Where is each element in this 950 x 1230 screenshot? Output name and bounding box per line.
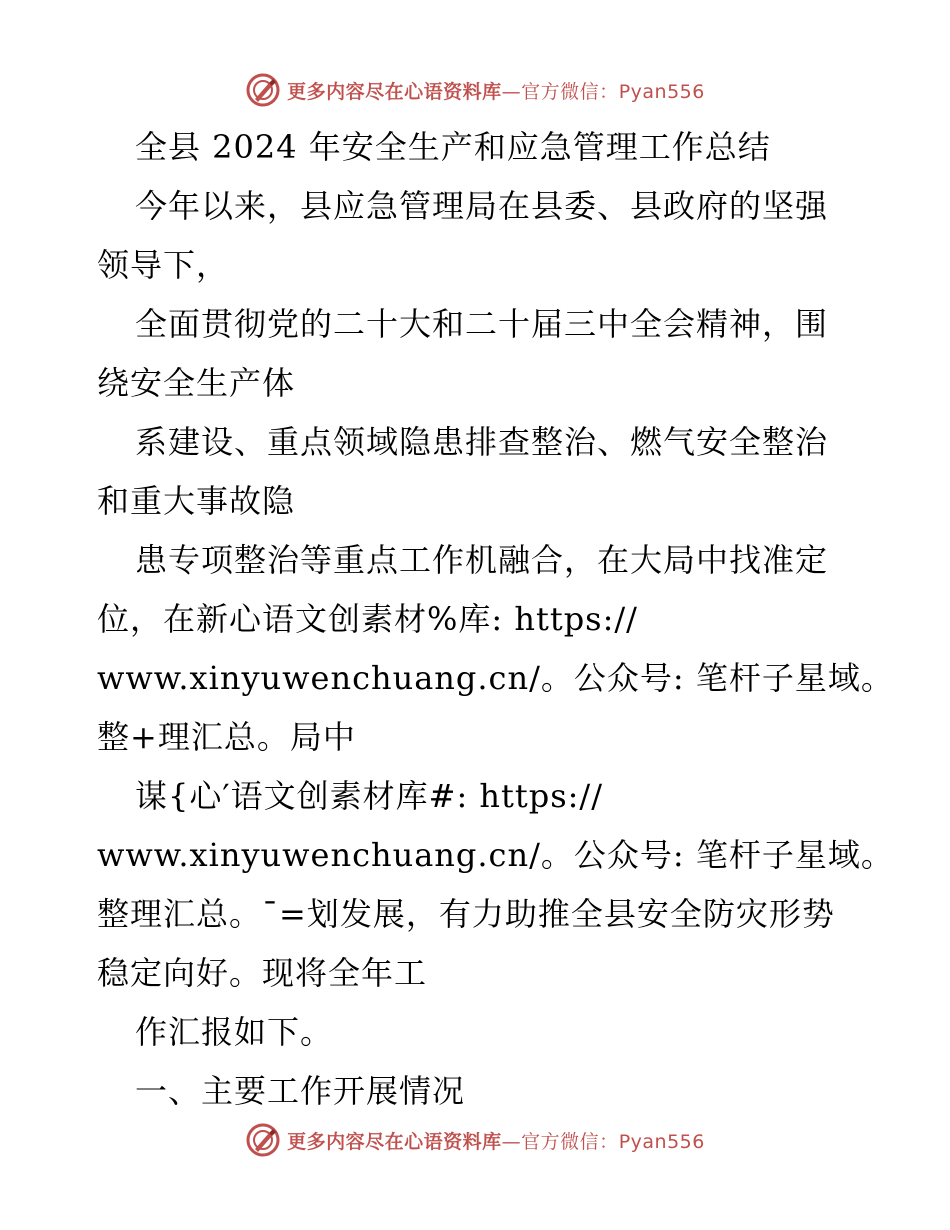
paragraph-line: 稳定向好。现将全年工: [97, 954, 428, 992]
paragraph-line: 整+理汇总。局中: [97, 718, 356, 756]
document-body: [97, 118, 894, 1121]
footer-banner-lead: 更多内容尽在心语资料库: [287, 1130, 502, 1153]
document-title: 全县 2024 年安全生产和应急管理工作总结: [135, 128, 771, 166]
footer-banner-sep: —: [501, 1130, 522, 1153]
paragraph-line: 谋{心′语文创素材库#: https://: [135, 777, 603, 815]
footer-banner-id: Pyan556: [618, 1130, 705, 1153]
footer-banner-text: [287, 1127, 705, 1154]
header-banner-id: Pyan556: [618, 80, 705, 103]
header-banner-text: [287, 77, 705, 104]
paragraph-line: 系建设、重点领域隐患排查整治、燃气安全整治: [135, 423, 829, 461]
footer-banner-official: 官方微信：: [521, 1130, 619, 1153]
paragraph-line: 领导下，: [97, 246, 230, 284]
header-banner-lead: 更多内容尽在心语资料库: [287, 80, 502, 103]
paragraph-line: 作汇报如下。: [135, 1013, 334, 1051]
pen-logo-icon: [245, 1122, 281, 1158]
section-heading: 一、主要工作开展情况: [135, 1072, 466, 1110]
header-banner-sep: —: [501, 80, 522, 103]
paragraph-line: 今年以来，县应急管理局在县委、县政府的坚强: [135, 187, 829, 225]
paragraph-line: 全面贯彻党的二十大和二十届三中全会精神，围: [135, 305, 829, 343]
pen-logo-icon: [245, 72, 281, 108]
paragraph-line: 位，在新心语文创素材%库: https://: [97, 600, 638, 638]
header-banner-official: 官方微信：: [521, 80, 619, 103]
paragraph-line: 绕安全生产体: [97, 364, 296, 402]
footer-watermark-banner: [0, 1120, 950, 1160]
header-watermark-banner: [0, 70, 950, 110]
paragraph-line: www.xinyuwenchuang.cn/。公众号: 笔杆子星域。: [97, 836, 894, 874]
paragraph-line: 整理汇总。¯=划发展，有力助推全县安全防灾形势: [97, 895, 835, 933]
paragraph-line: 患专项整治等重点工作机融合，在大局中找准定: [135, 541, 829, 579]
paragraph-line: www.xinyuwenchuang.cn/。公众号: 笔杆子星域。: [97, 659, 894, 697]
paragraph-line: 和重大事故隐: [97, 482, 296, 520]
